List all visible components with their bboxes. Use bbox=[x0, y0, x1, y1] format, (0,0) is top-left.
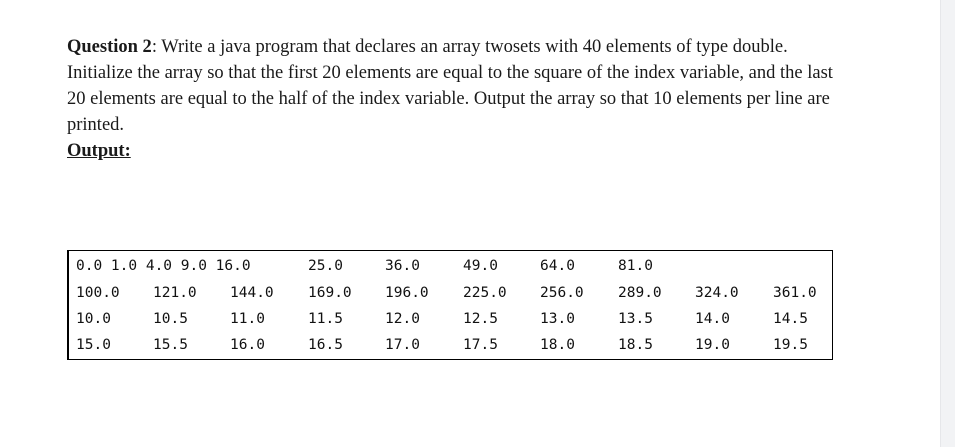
output-cell: 11.5 bbox=[308, 311, 343, 327]
output-cell: 256.0 bbox=[540, 285, 584, 301]
output-cell: 18.5 bbox=[618, 337, 653, 353]
output-cell: 225.0 bbox=[463, 285, 507, 301]
output-heading: Output: bbox=[67, 141, 131, 161]
output-cell: 36.0 bbox=[385, 258, 420, 274]
output-cell: 17.5 bbox=[463, 337, 498, 353]
question-text: : Write a java program that declares an array twosets with 40 elements of type double. bbox=[151, 37, 788, 57]
output-cell: 18.0 bbox=[540, 337, 575, 353]
output-cell: 14.0 bbox=[695, 311, 730, 327]
output-cell: 14.5 bbox=[773, 311, 808, 327]
output-cell: 289.0 bbox=[618, 285, 662, 301]
output-cell: 10.0 bbox=[76, 311, 111, 327]
document-body bbox=[67, 34, 847, 164]
output-cell: 15.5 bbox=[153, 337, 188, 353]
question-label: Question 2 bbox=[67, 37, 152, 57]
output-cell: 10.5 bbox=[153, 311, 188, 327]
page-edge-scrollbar bbox=[940, 0, 955, 447]
output-cell: 12.0 bbox=[385, 311, 420, 327]
output-cell: 49.0 bbox=[463, 258, 498, 274]
output-cell: 15.0 bbox=[76, 337, 111, 353]
output-cell: 324.0 bbox=[695, 285, 739, 301]
output-cell: 64.0 bbox=[540, 258, 575, 274]
output-cell: 144.0 bbox=[230, 285, 274, 301]
output-cell: 19.5 bbox=[773, 337, 808, 353]
output-cell: 121.0 bbox=[153, 285, 197, 301]
output-cell: 16.5 bbox=[308, 337, 343, 353]
output-cell: 13.5 bbox=[618, 311, 653, 327]
program-output-box bbox=[67, 250, 833, 360]
output-cell: 19.0 bbox=[695, 337, 730, 353]
output-cell: 25.0 bbox=[308, 258, 343, 274]
output-cell: 361.0 bbox=[773, 285, 817, 301]
output-cell: 17.0 bbox=[385, 337, 420, 353]
output-cell: 81.0 bbox=[618, 258, 653, 274]
output-cell: 13.0 bbox=[540, 311, 575, 327]
output-cell: 11.0 bbox=[230, 311, 265, 327]
output-cell: 0.0 1.0 4.0 9.0 16.0 bbox=[76, 258, 251, 274]
output-cell: 100.0 bbox=[76, 285, 120, 301]
question-paragraph bbox=[67, 34, 847, 60]
output-cell: 16.0 bbox=[230, 337, 265, 353]
instructions-paragraph: Initialize the array so that the first 20 elements are equal to the square of the index variable, and the last 20 elements are equal to the half of the index variable. Output the array so that 10 elements per line are printed. bbox=[67, 63, 833, 135]
output-cell: 12.5 bbox=[463, 311, 498, 327]
output-cell: 196.0 bbox=[385, 285, 429, 301]
output-cell: 169.0 bbox=[308, 285, 352, 301]
